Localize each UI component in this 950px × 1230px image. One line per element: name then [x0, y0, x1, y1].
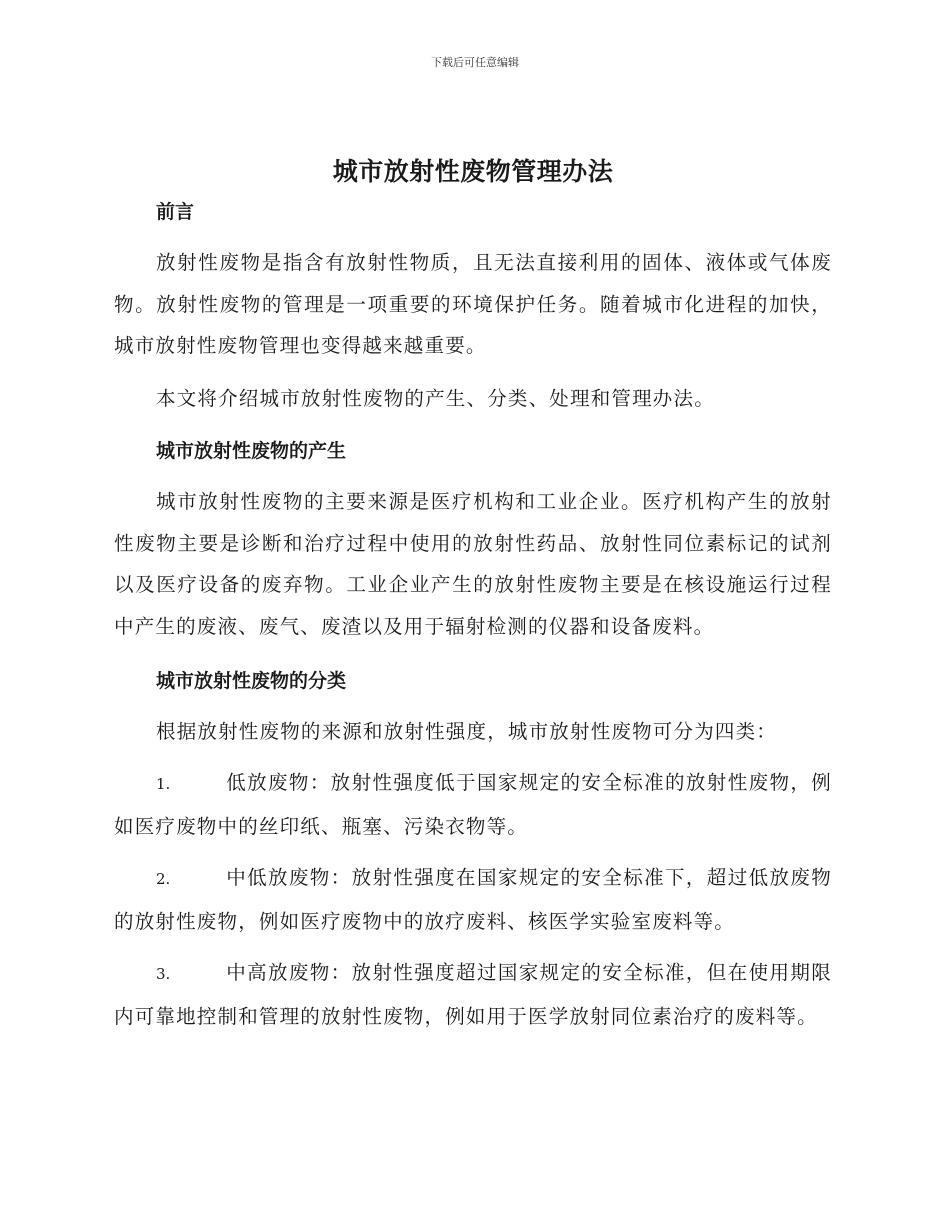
- page-header-note: 下载后可任意编辑: [431, 56, 519, 69]
- list-item-text: 中低放废物：放射性强度在国家规定的安全标准下，超过低放废物的放射性废物，例如医疗废物中的放疗废料、核医学实验室废料等。: [114, 866, 832, 933]
- classification-list-item: [114, 952, 832, 1037]
- document-title: 城市放射性废物管理办法: [332, 157, 614, 186]
- section-heading-classification: 城市放射性废物的分类: [156, 670, 347, 692]
- list-item-number: 1.: [156, 775, 171, 793]
- list-item-text: 低放废物：放射性强度低于国家规定的安全标准的放射性废物，例如医疗废物中的丝印纸、瓶塞、污染衣物等。: [114, 771, 832, 838]
- list-item-number: 3.: [156, 965, 171, 983]
- list-item-number: 2.: [156, 870, 171, 888]
- section-heading-generation: 城市放射性废物的产生: [156, 440, 347, 462]
- preface-paragraph-2: 本文将介绍城市放射性废物的产生、分类、处理和管理办法。: [156, 387, 715, 410]
- classification-list-item: [114, 762, 832, 847]
- list-item-text: 中高放废物：放射性强度超过国家规定的安全标准，但在使用期限内可靠地控制和管理的放射性废物，例如用于医学放射同位素治疗的废料等。: [114, 961, 832, 1028]
- section-heading-preface: 前言: [156, 201, 195, 223]
- classification-list-item: [114, 857, 832, 942]
- classification-intro: 根据放射性废物的来源和放射性强度，城市放射性废物可分为四类：: [156, 720, 778, 743]
- preface-paragraph-1: 放射性废物是指含有放射性物质，且无法直接利用的固体、液体或气体废物。放射性废物的管理是一项重要的环境保护任务。随着城市化进程的加快，城市放射性废物管理也变得越来越重要。: [114, 251, 832, 357]
- generation-paragraph: 城市放射性废物的主要来源是医疗机构和工业企业。医疗机构产生的放射性废物主要是诊断和治疗过程中使用的放射性药品、放射性同位素标记的试剂以及医疗设备的废弃物。工业企业产生的放射性废物主要是在核设施运行过程中产生的废液、废气、废渣以及用于辐射检测的仪器和设备废料。: [114, 490, 832, 638]
